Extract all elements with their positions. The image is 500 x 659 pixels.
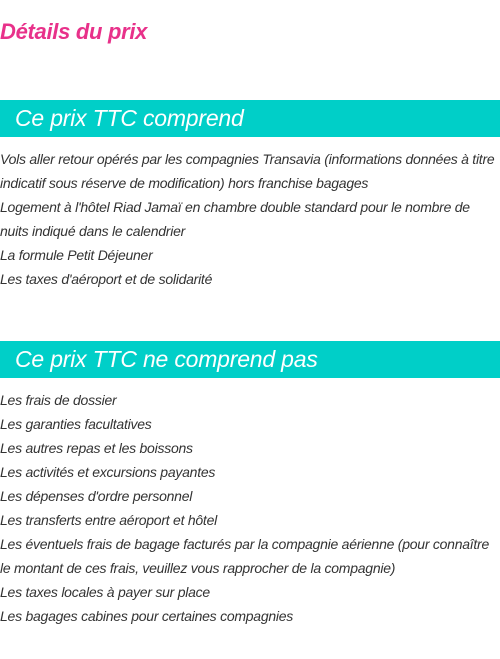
- list-item: La formule Petit Déjeuner: [0, 247, 153, 263]
- list-item: Les autres repas et les boissons: [0, 440, 193, 456]
- list-item: Les activités et excursions payantes: [0, 464, 216, 480]
- includes-list: [0, 147, 500, 291]
- list-item: Les taxes locales à payer sur place: [0, 584, 210, 600]
- list-item: Les transferts entre aéroport et hôtel: [0, 512, 217, 528]
- list-item: Vols aller retour opérés par les compagnies Transavia (informations données à titre indicatif sous réserve de modification) hors franchise bagages: [0, 151, 495, 191]
- list-item: Les dépenses d'ordre personnel: [0, 488, 193, 504]
- list-item: Les éventuels frais de bagage facturés par la compagnie aérienne (pour connaître le montant de ces frais, veuillez vous rapprocher de la compagnie): [0, 536, 489, 576]
- excludes-list: [0, 388, 500, 628]
- list-item: Les frais de dossier: [0, 392, 117, 408]
- list-item: Les taxes d'aéroport et de solidarité: [0, 271, 213, 287]
- excludes-section-header: Ce prix TTC ne comprend pas: [0, 341, 500, 378]
- list-item: Les garanties facultatives: [0, 416, 152, 432]
- includes-section-header: Ce prix TTC comprend: [0, 100, 500, 137]
- page-title: Détails du prix: [0, 19, 148, 44]
- list-item: Les bagages cabines pour certaines compagnies: [0, 608, 294, 624]
- list-item: Logement à l'hôtel Riad Jamaï en chambre double standard pour le nombre de nuits indiqué dans le calendrier: [0, 199, 470, 239]
